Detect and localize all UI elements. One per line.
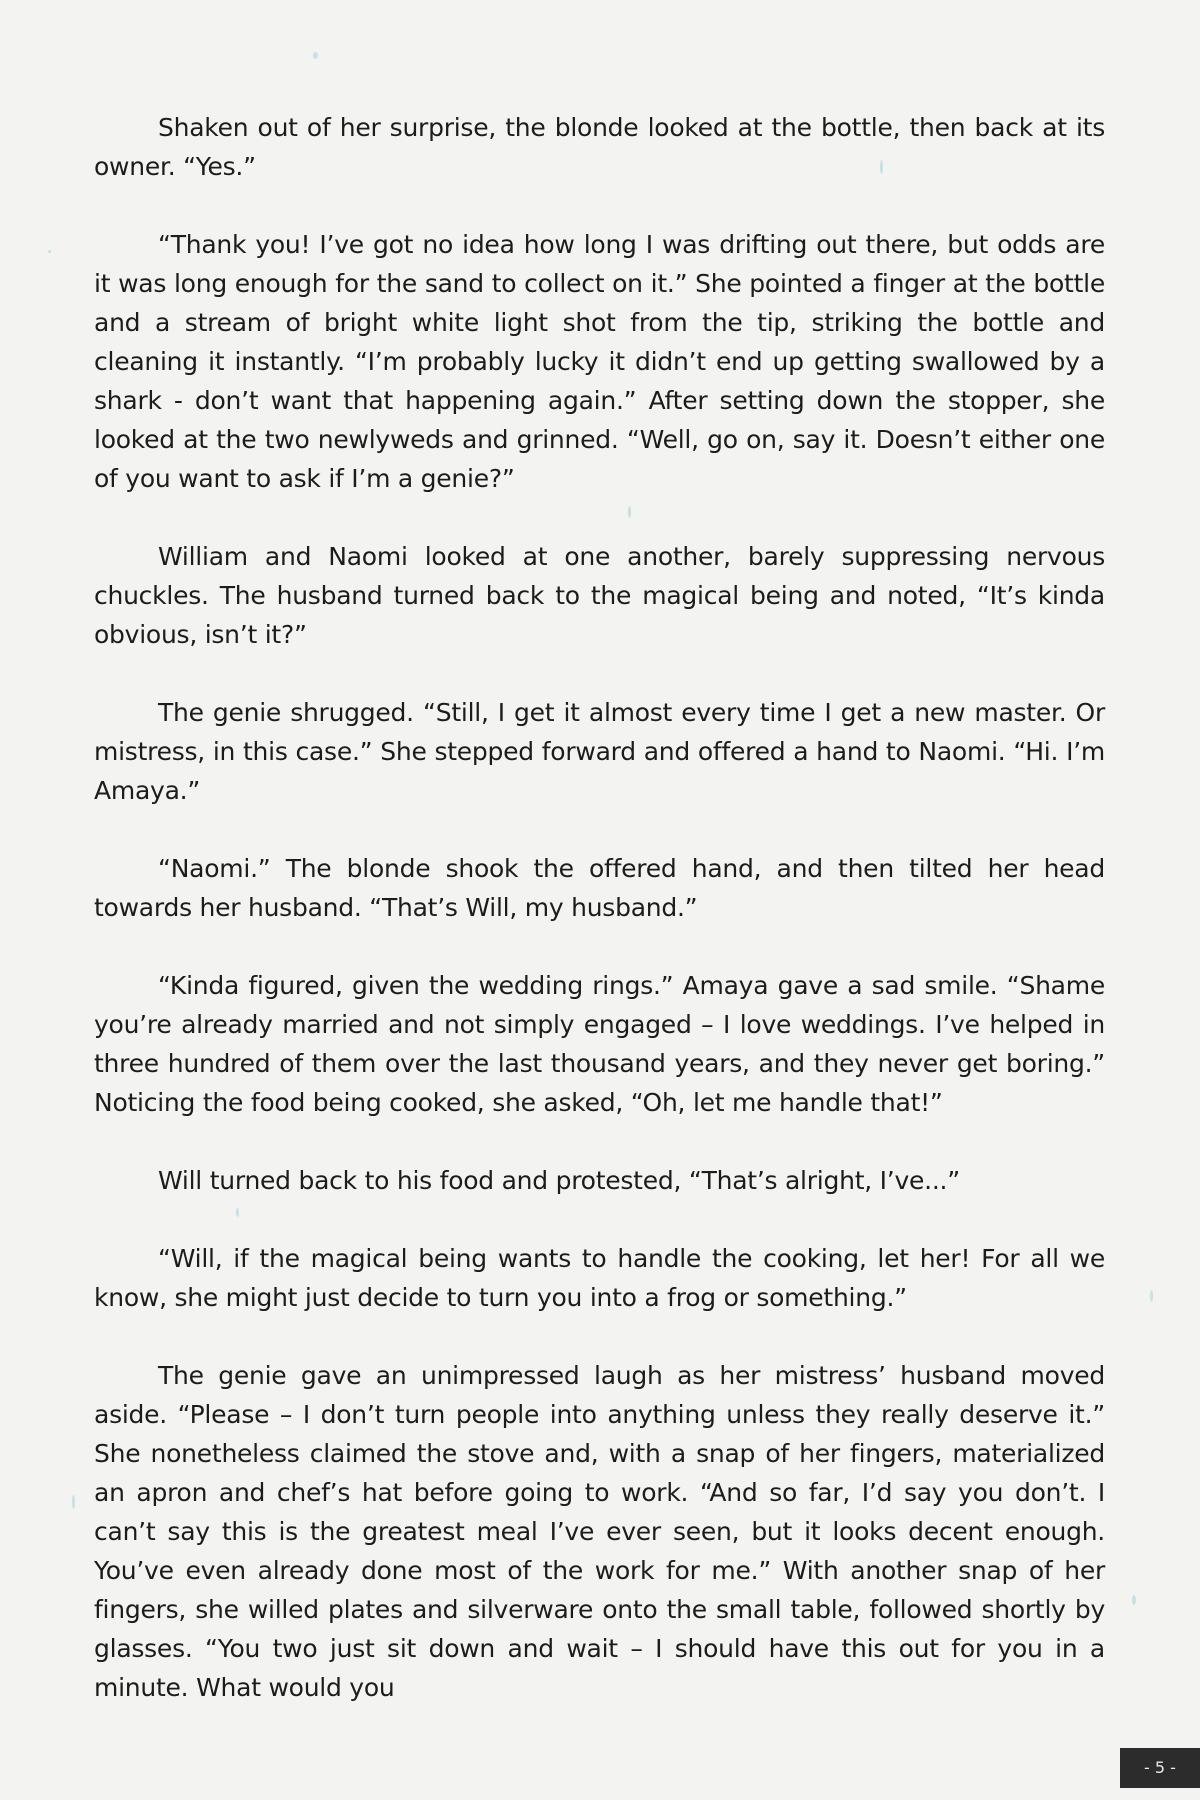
paper-speck [72,1495,75,1509]
paragraph: “Kinda figured, given the wedding rings.” Amaya gave a sad smile. “Shame you’re already married and not simply engaged – I love weddings. I’ve helped in three hundred of them over the last thousand years, and they never get boring.” Noticing the food being cooked, she asked, “Oh, let me handle that!” [94,971,1105,1117]
paragraph: Shaken out of her surprise, the blonde looked at the bottle, then back at its owner. “Yes.” [94,113,1105,181]
paper-speck [1132,1595,1136,1605]
body-text [94,108,1105,1746]
paragraph: “Naomi.” The blonde shook the offered hand, and then tilted her head towards her husband. “That’s Will, my husband.” [94,854,1105,922]
paragraph: “Will, if the magical being wants to handle the cooking, let her! For all we know, she might just decide to turn you into a frog or something.” [94,1244,1105,1312]
paper-speck [1150,1290,1153,1302]
paper-speck [313,52,318,59]
page-number: - 5 - [1120,1748,1200,1788]
paragraph: “Thank you! I’ve got no idea how long I was drifting out there, but odds are it was long enough for the sand to collect on it.” She pointed a finger at the bottle and a stream of bright white light shot from the tip, striking the bottle and cleaning it instantly. “I’m probably lucky it didn’t end up getting swallowed by a shark - don’t want that happening again.” After setting down the stopper, she looked at the two newlyweds and grinned. “Well, go on, say it. Doesn’t either one of you want to ask if I’m a genie?” [94,230,1105,493]
paper-speck [48,250,51,253]
paragraph: Will turned back to his food and protested, “That’s alright, I’ve...” [158,1166,960,1195]
paragraph: The genie shrugged. “Still, I get it almost every time I get a new master. Or mistress, in this case.” She stepped forward and offered a hand to Naomi. “Hi. I’m Amaya.” [94,698,1105,805]
paragraph: The genie gave an unimpressed laugh as her mistress’ husband moved aside. “Please – I don’t turn people into anything unless they really deserve it.” She nonetheless claimed the stove and, with a snap of her fingers, materialized an apron and chef’s hat before going to work. “And so far, I’d say you don’t. I can’t say this is the greatest meal I’ve ever seen, but it looks decent enough. You’ve even already done most of the work for me.” With another snap of her fingers, she willed plates and silverware onto the small table, followed shortly by glasses. “You two just sit down and wait – I should have this out for you in a minute. What would you [94,1361,1105,1702]
paragraph: William and Naomi looked at one another, barely suppressing nervous chuckles. The husband turned back to the magical being and noted, “It’s kinda obvious, isn’t it?” [94,542,1105,649]
